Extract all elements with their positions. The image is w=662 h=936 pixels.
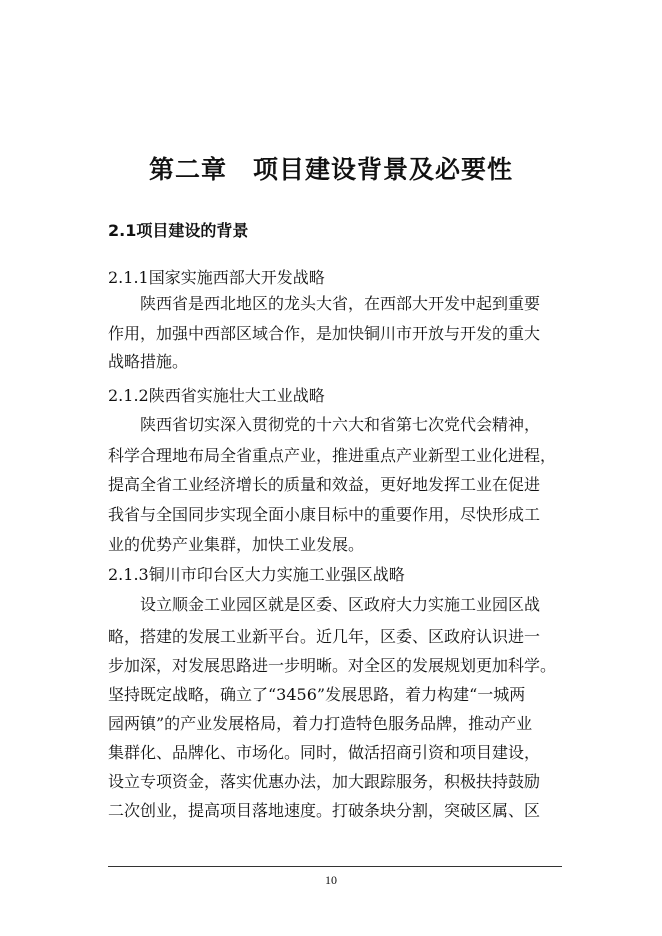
paragraph-line: 陕西省是西北地区的龙头大省，在西部大开发中起到重要 [140,294,541,313]
subsection-heading: 2.1.1国家实施西部大开发战略 [108,268,325,287]
paragraph-line: 设立专项资金，落实优惠办法，加大跟踪服务，积极扶持鼓励 [108,772,541,791]
subsection-heading: 2.1.3铜川市印台区大力实施工业强区战略 [108,565,405,584]
footer-divider [108,866,562,867]
paragraph-line: 集群化、品牌化、市场化。同时，做活招商引资和项目建设， [108,743,541,762]
paragraph-line: 步加深，对发展思路进一步明晰。对全区的发展规划更加科学。 [108,656,557,675]
paragraph-line: 园两镇”的产业发展格局，着力打造特色服务品牌，推动产业 [108,714,533,733]
paragraph-line: 作用，加强中西部区域合作，是加快铜川市开放与开发的重大 [108,324,541,343]
paragraph-line: 业的优势产业集群，加快工业发展。 [108,535,365,554]
paragraph-line: 设立顺金工业园区就是区委、区政府大力实施工业园区战 [140,595,541,614]
paragraph-line: 略，搭建的发展工业新平台。近几年，区委、区政府认识进一 [108,627,541,646]
paragraph-line: 坚持既定战略，确立了“3456”发展思路，着力构建“一城两 [108,685,526,704]
section-heading: 2.1项目建设的背景 [108,221,249,240]
chapter-title: 第二章 项目建设背景及必要性 [148,155,513,184]
paragraph-line: 二次创业，提高项目落地速度。打破条块分割，突破区属、区 [108,801,541,820]
subsection-heading: 2.1.2陕西省实施壮大工业战略 [108,386,325,405]
paragraph-line: 战略措施。 [108,352,189,371]
page-number: 10 [325,873,337,887]
paragraph-line: 提高全省工业经济增长的质量和效益，更好地发挥工业在促进 [108,475,541,494]
paragraph-line: 我省与全国同步实现全面小康目标中的重要作用，尽快形成工 [108,505,541,524]
paragraph-line: 科学合理地布局全省重点产业，推进重点产业新型工业化进程， [108,446,557,465]
paragraph-line: 陕西省切实深入贯彻党的十六大和省第七次党代会精神， [140,415,541,434]
